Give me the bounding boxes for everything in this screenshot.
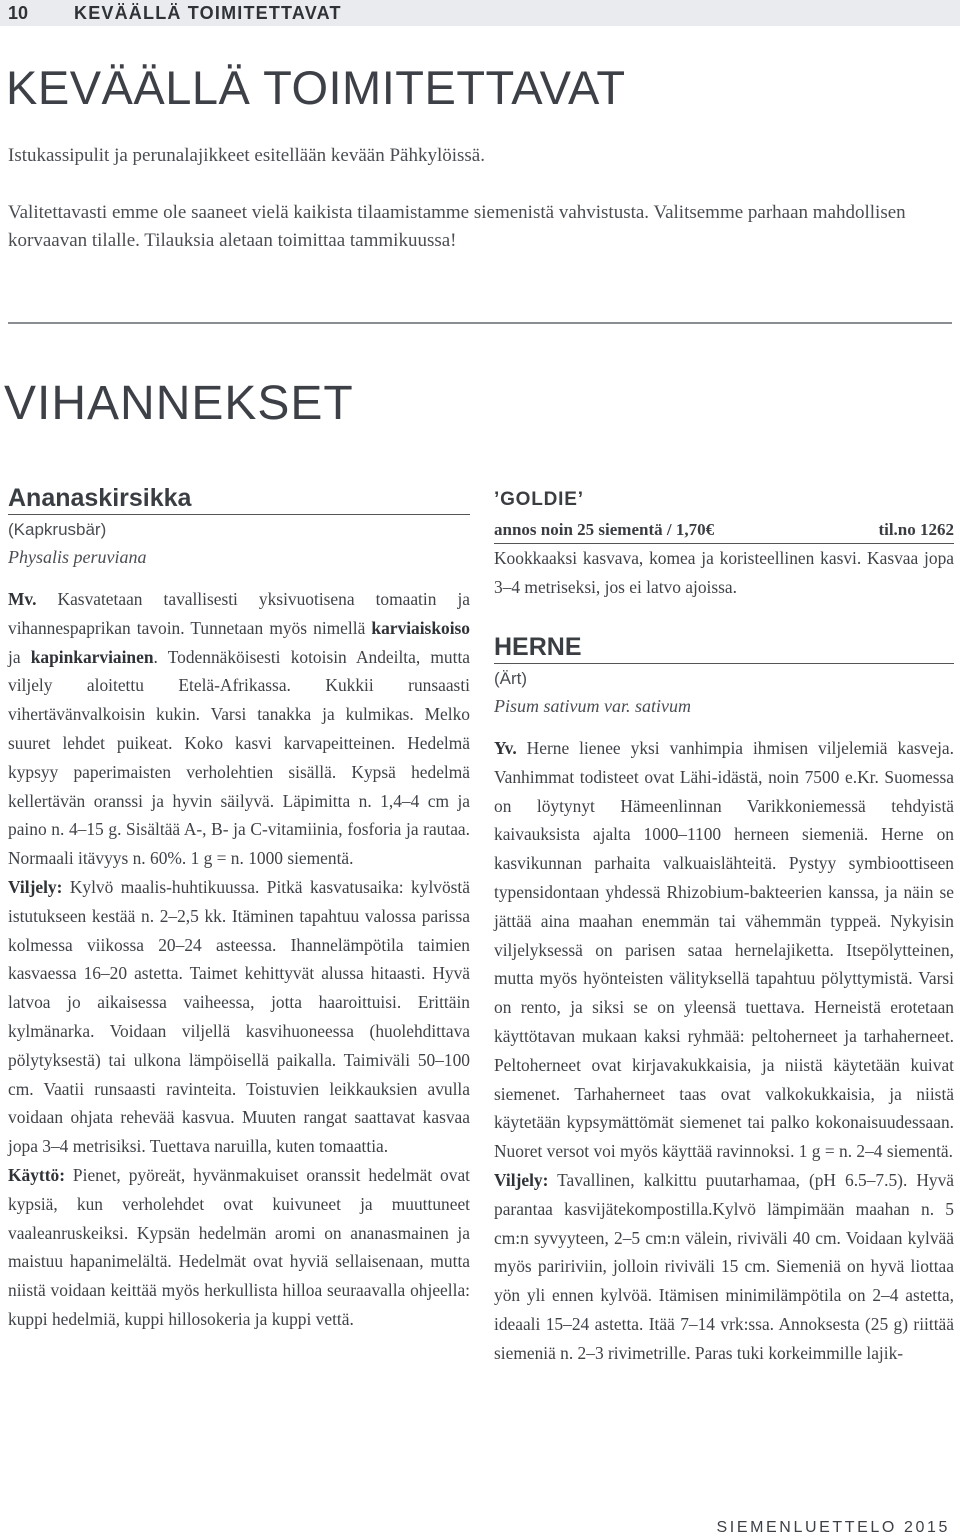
section-title: VIHANNEKSET	[4, 377, 354, 430]
alt-name: kapinkarviainen	[30, 646, 154, 667]
cultivation-paragraph	[494, 1166, 954, 1368]
text-span: . Todennäköisesti kotoisin Andeilta, mutta viljely aloitettu Etelä-Afrikassa. Kukkii runsaasti vihertävänvalkoisin kukin. Varsi tanakka ja kulmikas. Melko suuret lehdet puikeat. Koko kasvi karvapeitteinen. Hedelmä kypsyy paperimaisten verholehtien sisällä. Kypsä hedelmä kellertävän oranssi ja hyvin säilyvä. Läpimitta n. 1,4–4 cm ja paino n. 4–15 g. Sisältää A-, B- ja C-vitamiinia, fosforia ja rautaa. Normaali itävyys n. 60%. 1 g = n. 1000 siementä.	[8, 646, 470, 869]
latin-name: Physalis peruviana	[8, 547, 147, 567]
swedish-name: (Ärt)	[494, 669, 528, 688]
plant-name: HERNE	[494, 633, 582, 661]
plant-name-rule	[8, 514, 470, 515]
latin-name: Pisum sativum var. sativum	[494, 696, 691, 716]
price-row	[494, 517, 954, 544]
plant-name-rule	[494, 663, 954, 664]
right-column	[494, 486, 954, 1368]
text-span: Kasvatetaan tavallisesti yksivuotisena tomaatin ja vihannespaprikan tavoin. Tunnetaan myös nimellä	[8, 589, 470, 638]
page-number: 10	[8, 3, 29, 23]
page-title: KEVÄÄLLÄ TOIMITETTAVAT	[6, 61, 626, 114]
alt-name: karviaiskoiso	[371, 617, 470, 638]
cultivation-paragraph	[8, 873, 470, 1161]
text-span: Kylvö maalis-huhtikuussa. Pitkä kasvatusaika: kylvöstä istutukseen kestää n. 2–2,5 kk. Itäminen tapahtuu valossa parissa kolmessa viikossa 20–24 asteessa. Ihannelämpötila taimien kasvaessa 16–20 astetta. Taimet kehittyvät alussa hitaasti. Hyvä latvoa jo aikaisessa vaiheessa, jotta haaroittuisi. Erittäin kylmänarka. Voidaan viljellä kasvihuoneessa (huolehdittava pölytyksestä) tai ulkona lämpöisellä paikalla. Taimiväli 50–100 cm. Vaatii runsaasti ravinteita. Toistuvien leikkauksien avulla voidaan ohjata rehevää kasvua. Muuten rangat saattavat kasvaa jopa 3–4 metrisiksi. Tuettava naruilla, kuten tomaattia.	[8, 876, 470, 1157]
intro-paragraph: Istukassipulit ja perunalajikkeet esitellään kevään Pähkylöissä.	[8, 145, 485, 166]
price: annos noin 25 siementä / 1,70€	[494, 520, 715, 539]
text-span: ja	[8, 646, 31, 667]
description-paragraph	[494, 734, 954, 1166]
cultivation-label: Viljely:	[494, 1169, 549, 1190]
variety-name: ’GOLDIE’	[494, 489, 584, 510]
text-span: Tavallinen, kalkittu puutarhamaa, (pH 6.5–7.5). Hyvä parantaa kasvijätekompostilla.Kylvö lämpimään maahan n. 5 cm:n syvyyteen, 2–5 cm:n välein, riviväli 40 cm. Voidaan kylvää myös paririviin, jolloin riviväli 15 cm. Siemeniä on hyvä liottaa yön yli ennen kylvöä. Itämisen minimilämpötila on 2–4 astetta, ideaali 15–24 astetta. Itää 7–14 vrk:ssa. Annoksesta (25 g) riittää siemeniä n. 2–3 rivimetrille. Paras tuki korkeimmille lajik-	[494, 1169, 954, 1363]
intro-paragraph: Valitettavasti emme ole saaneet vielä kaikista tilaamistamme siemenistä vahvistusta. Valitsemme parhaan mahdollisen korvaavan tilalle. Tilauksia aletaan toimittaa tammikuussa!	[8, 202, 906, 251]
left-column	[8, 482, 470, 1334]
order-number: til.no 1262	[878, 520, 954, 539]
description-paragraph	[8, 585, 470, 873]
catalog-footer: SIEMENLUETTELO 2015	[716, 1519, 950, 1536]
lifecycle-label: Mv.	[8, 589, 37, 609]
usage-label: Käyttö:	[8, 1164, 65, 1185]
text-span: Pienet, pyöreät, hyvänmakuiset oranssit hedelmät ovat kypsiä, kun verholehdet ovat kuivuneet ja muuttuneet vaaleanruskeiksi. Kypsän hedelmän aromi on ananasmainen ja maistuu hapanimelältä. Hedelmät ovat hyviä sellaisenaan, mutta niistä voidaan keittää myös herkullista hilloa seuraavalla ohjeella: kuppi hedelmiä, kuppi hillosokeria ja kuppi vettä.	[8, 1164, 470, 1329]
usage-paragraph	[8, 1161, 470, 1334]
swedish-name: (Kapkrusbär)	[8, 520, 107, 539]
lifecycle-label: Yv.	[494, 738, 517, 758]
variety-description: Kookkaaksi kasvava, komea ja koristeellinen kasvi. Kasvaa jopa 3–4 metriseksi, jos ei latvo ajoissa.	[494, 548, 954, 597]
running-head: KEVÄÄLLÄ TOIMITETTAVAT	[74, 3, 342, 23]
header-bar	[0, 0, 960, 26]
text-span: Herne lienee yksi vanhimpia ihmisen viljelemiä kasveja. Vanhimmat todisteet ovat Lähi-idästä, noin 7500 e.Kr. Suomessa on löytynyt Hämeenlinnan Varikkoniemessä tehdyistä kaivauksista ajalta 1000–1100 herneen siemeniä. Herne on kasvikunnan parhaita valkuaislähteitä. Pystyy symbioottiseen typensidontaan yhdessä Rhizobium-bakteerien kanssa, ja näin se jättää aina maahan enemmän tai vähemmän typpeä. Nykyisin viljelyksessä on parisen sataa hernelajiketta. Itsepölytteinen, mutta myös hyönteisten välityksellä tapahtuu pölyttymistä. Varsi on rento, ja siksi se on yleensä tuettava. Herneistä erotetaan käyttötavan mukaan kaksi ryhmää: peltoherneet ja tarhaherneet. Peltoherneet ovat kirjavakukkaisia, ja niistä käytetään kuivat siemenet. Tarhaherneet taas ovat valkokukkaisia, ja niistä käytetään kypsymättömät siemenet tai palko kokonaisuudessaan. Nuoret versot voi myös käyttää ravinnoksi. 1 g = n. 2–4 siementä.	[494, 738, 954, 1162]
cultivation-label: Viljely:	[8, 876, 63, 897]
plant-name: Ananaskirsikka	[8, 484, 192, 512]
section-divider	[8, 322, 952, 324]
